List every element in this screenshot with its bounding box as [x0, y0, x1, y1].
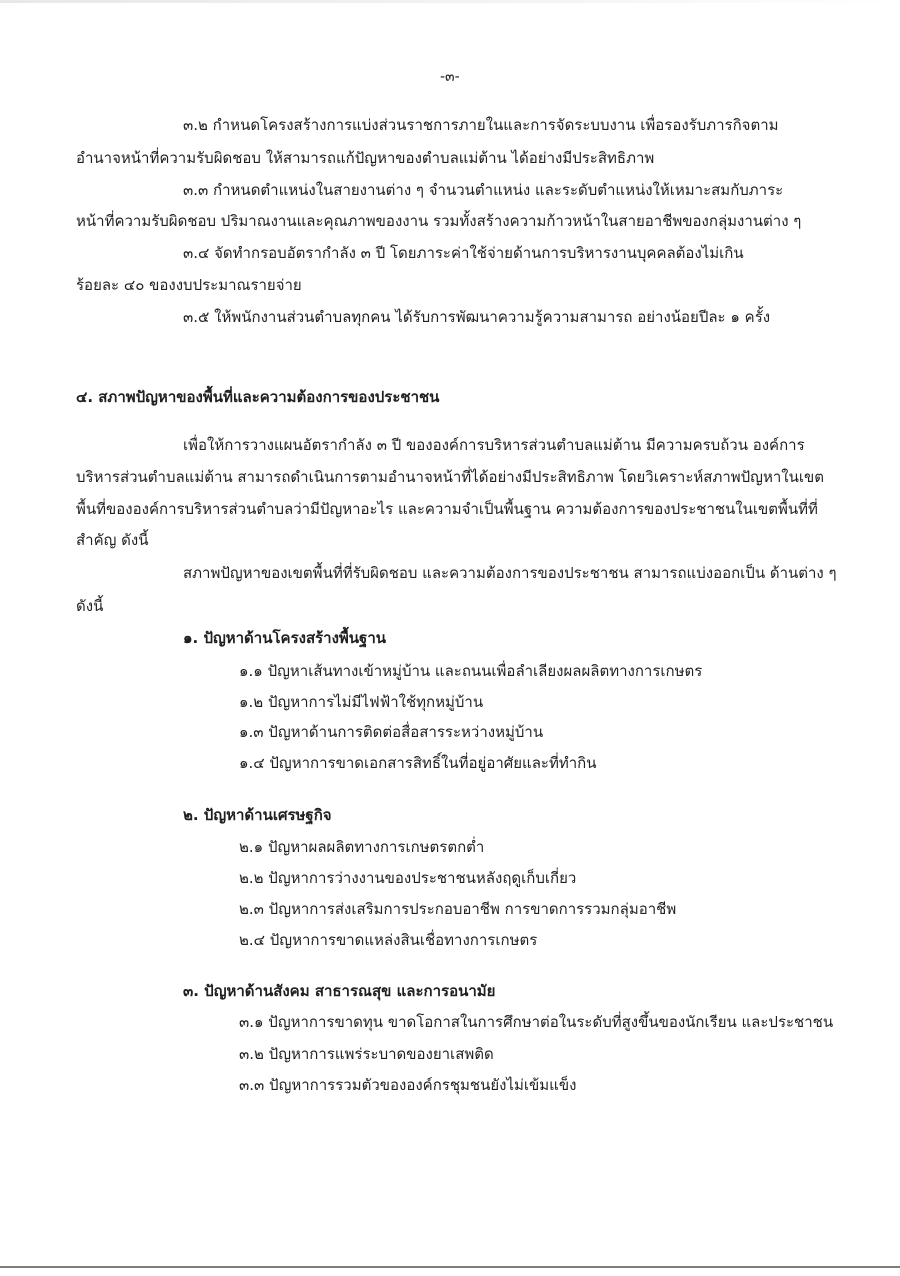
intro-line-1: เพื่อให้การวางแผนอัตรากำลัง ๓ ปี ขององค์การบริหารส่วนตำบลแม่ต้าน มีความครบถ้วน องค์การ: [183, 436, 805, 454]
group-3-title: ๓. ปัญหาด้านสังคม สาธารณสุข และการอนามัย: [183, 982, 496, 1000]
para2-line-1: สภาพปัญหาของเขตพื้นที่ที่รับผิดชอบ และความต้องการของประชาชน สามารถแบ่งออกเป็น ด้านต่าง ๆ: [183, 564, 837, 582]
para-3-4-line-2: ร้อยละ ๔๐ ของงบประมาณรายจ่าย: [76, 276, 302, 294]
group-2-item-4: ๒.๔ ปัญหาการขาดแหล่งสินเชื่อทางการเกษตร: [239, 931, 538, 949]
group-3-item-1: ๓.๑ ปัญหาการขาดทุน ขาดโอกาสในการศึกษาต่อในระดับที่สูงขึ้นของนักเรียน และประชาชน: [239, 1013, 834, 1031]
intro-line-3: พื้นที่ขององค์การบริหารส่วนตำบลว่ามีปัญหาอะไร และความจำเป็นพื้นฐาน ความต้องการของประชาชนในเขตพื้นที่ที่: [76, 500, 818, 518]
para-3-2-line-1: ๓.๒ กำหนดโครงสร้างการแบ่งส่วนราชการภายในและการจัดระบบงาน เพื่อรองรับภารกิจตาม: [183, 116, 779, 134]
page-number: -๓-: [440, 69, 460, 85]
intro-line-2: บริหารส่วนตำบลแม่ต้าน สามารถดำเนินการตามอำนาจหน้าที่ได้อย่างมีประสิทธิภาพ โดยวิเคราะห์สภาพปัญหาในเขต: [76, 468, 824, 486]
group-2-item-3: ๒.๓ ปัญหาการส่งเสริมการประกอบอาชีพ การขาดการรวมกลุ่มอาชีพ: [239, 900, 677, 918]
para2-line-2: ดังนี้: [76, 597, 104, 615]
group-1-item-3: ๑.๓ ปัญหาด้านการติดต่อสื่อสารระหว่างหมู่บ้าน: [239, 723, 544, 741]
group-1-item-1: ๑.๑ ปัญหาเส้นทางเข้าหมู่บ้าน และถนนเพื่อลำเลียงผลผลิตทางการเกษตร: [239, 662, 703, 680]
group-3-item-2: ๓.๒ ปัญหาการแพร่ระบาดของยาเสพติด: [239, 1045, 494, 1063]
group-1-item-2: ๑.๒ ปัญหาการไม่มีไฟฟ้าใช้ทุกหมู่บ้าน: [239, 693, 484, 711]
group-2-item-2: ๒.๒ ปัญหาการว่างงานของประชาชนหลังฤดูเก็บเกี่ยว: [239, 869, 577, 887]
scan-edge-bottom: [0, 1266, 900, 1268]
section-4-heading: ๔. สภาพปัญหาของพื้นที่และความต้องการของประชาชน: [76, 388, 440, 406]
group-1-title: ๑. ปัญหาด้านโครงสร้างพื้นฐาน: [183, 629, 386, 647]
para-3-4-line-1: ๓.๔ จัดทำกรอบอัตรากำลัง ๓ ปี โดยภาระค่าใช้จ่ายด้านการบริหารงานบุคคลต้องไม่เกิน: [183, 244, 744, 262]
group-3-item-3: ๓.๓ ปัญหาการรวมตัวขององค์กรชุมชนยังไม่เข้มแข็ง: [239, 1076, 577, 1094]
para-3-3-line-2: หน้าที่ความรับผิดชอบ ปริมาณงานและคุณภาพของงาน รวมทั้งสร้างความก้าวหน้าในสายอาชีพของกลุ่มงานต่าง ๆ: [76, 212, 802, 230]
intro-line-4: สำคัญ ดังนี้: [76, 531, 149, 549]
para-3-5-line: ๓.๕ ให้พนักงานส่วนตำบลทุกคน ได้รับการพัฒนาความรู้ความสามารถ อย่างน้อยปีละ ๑ ครั้ง: [183, 308, 771, 326]
scan-edge-top: [0, 0, 900, 3]
group-2-title: ๒. ปัญหาด้านเศรษฐกิจ: [183, 806, 332, 824]
group-2-item-1: ๒.๑ ปัญหาผลผลิตทางการเกษตรตกต่ำ: [239, 838, 485, 856]
group-1-item-4: ๑.๔ ปัญหาการขาดเอกสารสิทธิ์ในที่อยู่อาศัยและที่ทำกิน: [239, 754, 597, 772]
para-3-3-line-1: ๓.๓ กำหนดตำแหน่งในสายงานต่าง ๆ จำนวนตำแหน่ง และระดับตำแหน่งให้เหมาะสมกับภาระ: [183, 181, 784, 199]
para-3-2-line-2: อำนาจหน้าที่ความรับผิดชอบ ให้สามารถแก้ปัญหาของตำบลแม่ต้าน ได้อย่างมีประสิทธิภาพ: [76, 149, 655, 167]
